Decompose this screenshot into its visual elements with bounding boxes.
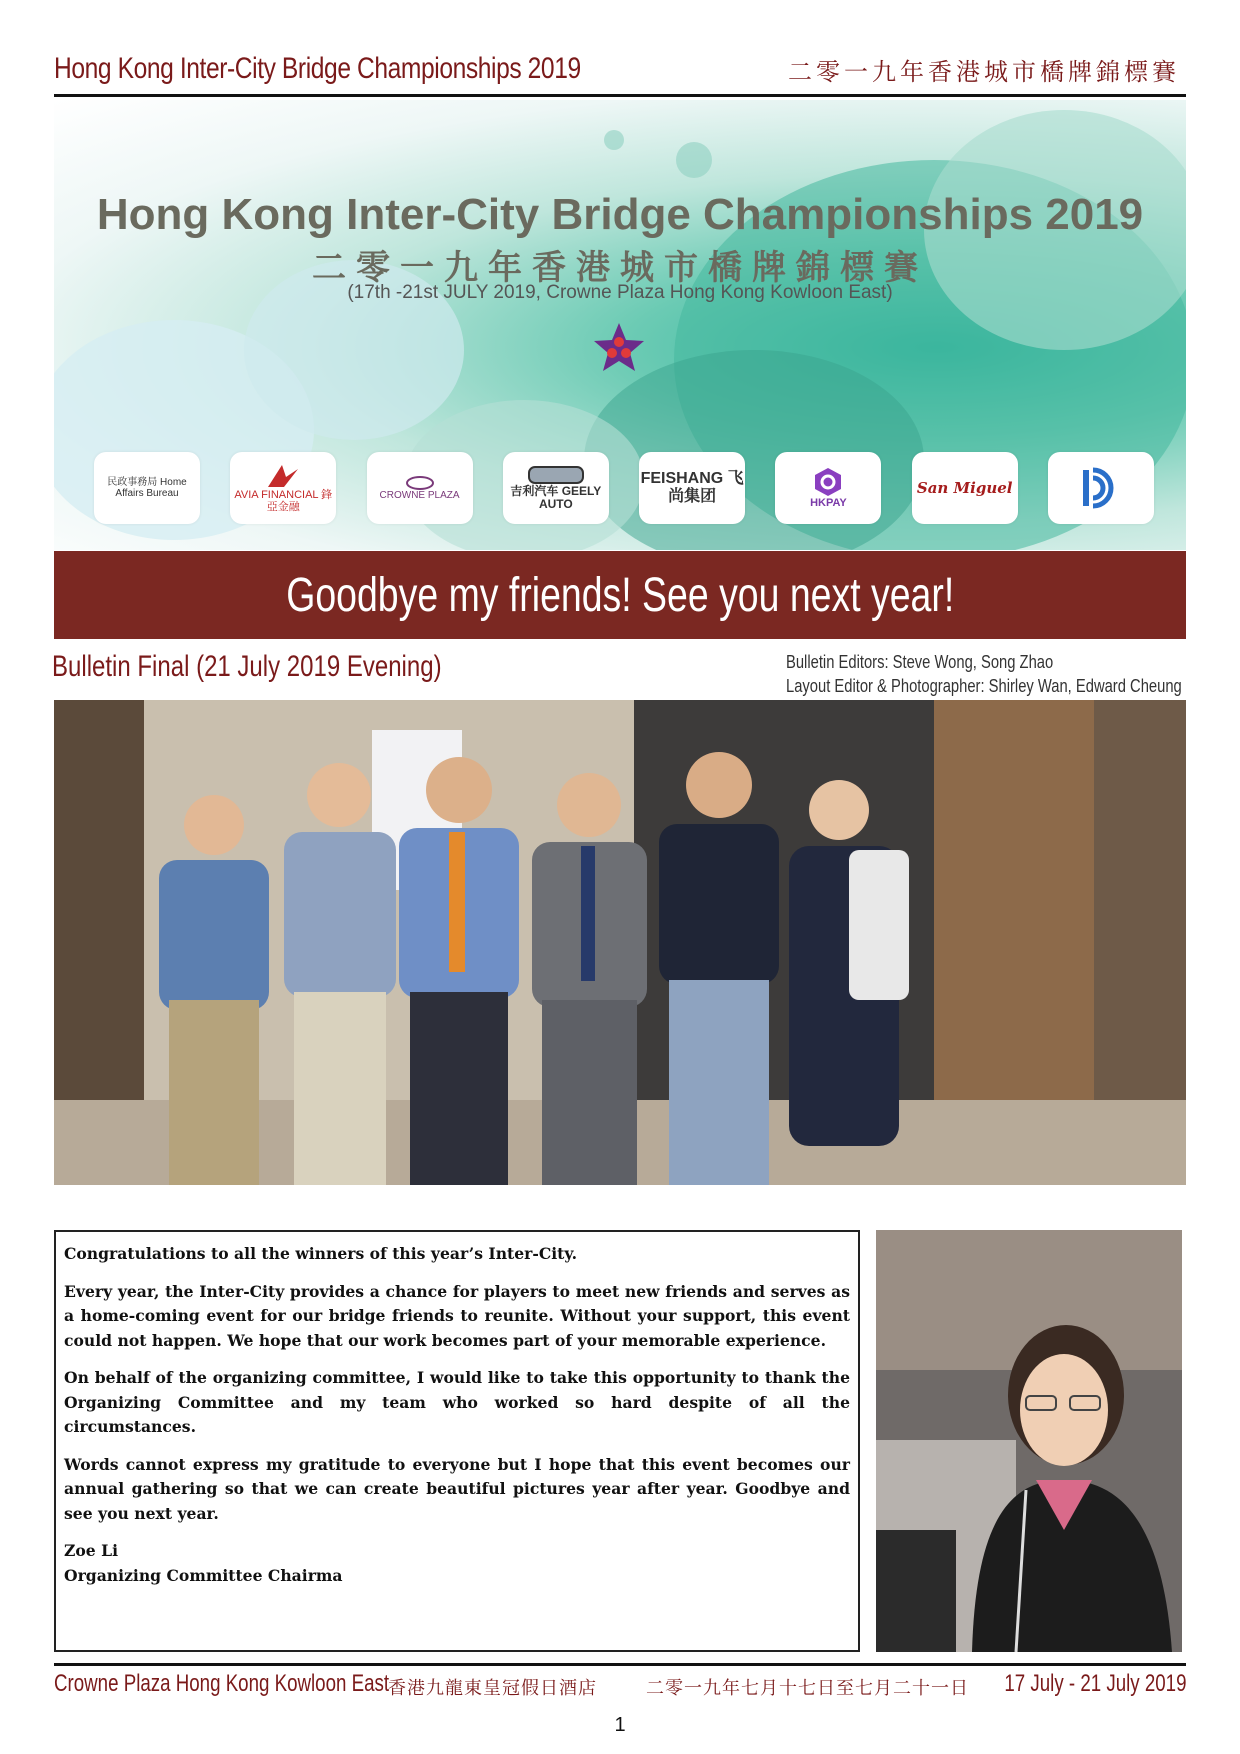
group-photo [54, 700, 1186, 1185]
signature-name: Zoe Li [64, 1541, 119, 1560]
crowne-plaza-crown-icon [405, 476, 435, 490]
san-miguel-logo: San Miguel [912, 452, 1018, 524]
sponsor-logo-row [94, 452, 1154, 524]
header-rule [54, 94, 1186, 97]
portrait-art [876, 1230, 1182, 1652]
banner-title-en: Hong Kong Inter-City Bridge Championships 2019 [96, 190, 1144, 239]
geely-grille-icon [527, 465, 585, 485]
signature-title: Organizing Committee Chairma [64, 1565, 343, 1585]
layout-editor-line: Layout Editor & Photographer: Shirley Wan, Edward Cheung [786, 676, 1182, 696]
d-brand-icon [1079, 466, 1123, 510]
footer-dates-en: 17 July - 21 July 2019 [1003, 1670, 1186, 1697]
event-banner [54, 100, 1186, 550]
header-title-zh: 二零一九年香港城市橋牌錦標賽 [788, 58, 1180, 86]
footer-dates-zh: 二零一九年七月十七日至七月二十一日 [646, 1678, 969, 1699]
crowne-plaza-logo: CROWNE PLAZA [367, 452, 473, 524]
avia-bird-icon [266, 463, 300, 489]
hkpay-logo: HKPAY [775, 452, 881, 524]
geely-auto-logo: 吉利汽车 GEELY AUTO [503, 452, 609, 524]
page-number: 1 [614, 1714, 626, 1736]
banner-title-zh: 二零一九年香港城市橋牌錦標賽 [312, 248, 928, 288]
header-title-en: Hong Kong Inter-City Bridge Championships 2019 [54, 52, 581, 85]
home-affairs-bureau-logo: 民政事務局 Home Affairs Bureau [94, 452, 200, 524]
letter-paragraph: Congratulations to all the winners of this year’s Inter-City. [64, 1244, 578, 1263]
editors-line: Bulletin Editors: Steve Wong, Song Zhao [786, 652, 1054, 672]
chairman-letter [54, 1230, 860, 1652]
d-brand-logo [1048, 452, 1154, 524]
page-footer [54, 1670, 1186, 1702]
letter-paragraph: On behalf of the organizing committee, I would like to take this opportunity to thank the Organizing Committee and my team who worked so hard despite of all the circumstances. [64, 1368, 850, 1436]
hkpay-hexagon-icon [813, 467, 843, 497]
letter-paragraph: Words cannot express my gratitude to everyone but I hope that this event becomes our annual gathering so that we can create beautiful pictures year after year. Goodbye and see you next year. [64, 1454, 850, 1523]
goodbye-banner: Goodbye my friends! See you next year! [54, 551, 1186, 639]
footer-rule [54, 1663, 1186, 1666]
chair-portrait-photo [876, 1230, 1182, 1652]
bulletin-title: Bulletin Final (21 July 2019 Evening) [52, 650, 442, 683]
footer-venue-zh: 香港九龍東皇冠假日酒店 [388, 1678, 597, 1699]
group-photo-art [54, 700, 1186, 1185]
banner-dates: (17th -21st JULY 2019, Crowne Plaza Hong Kong Kowloon East) [347, 282, 893, 303]
letter-paragraph: Every year, the Inter-City provides a chance for players to meet new friends and serves as a home-coming event for our bridge friends to reunite. Without your support, this event could not happen. We hope that our work becomes part of your memorable experience. [64, 1281, 850, 1350]
feishang-logo: FEISHANG 飞尚集团 [639, 452, 745, 524]
editors-credit [786, 650, 1182, 698]
footer-venue-en: Crowne Plaza Hong Kong Kowloon East [54, 1670, 390, 1697]
avia-financial-logo: AVIA FINANCIAL 鋒亞金融 [230, 452, 336, 524]
bridge-association-emblem-icon [591, 320, 647, 376]
